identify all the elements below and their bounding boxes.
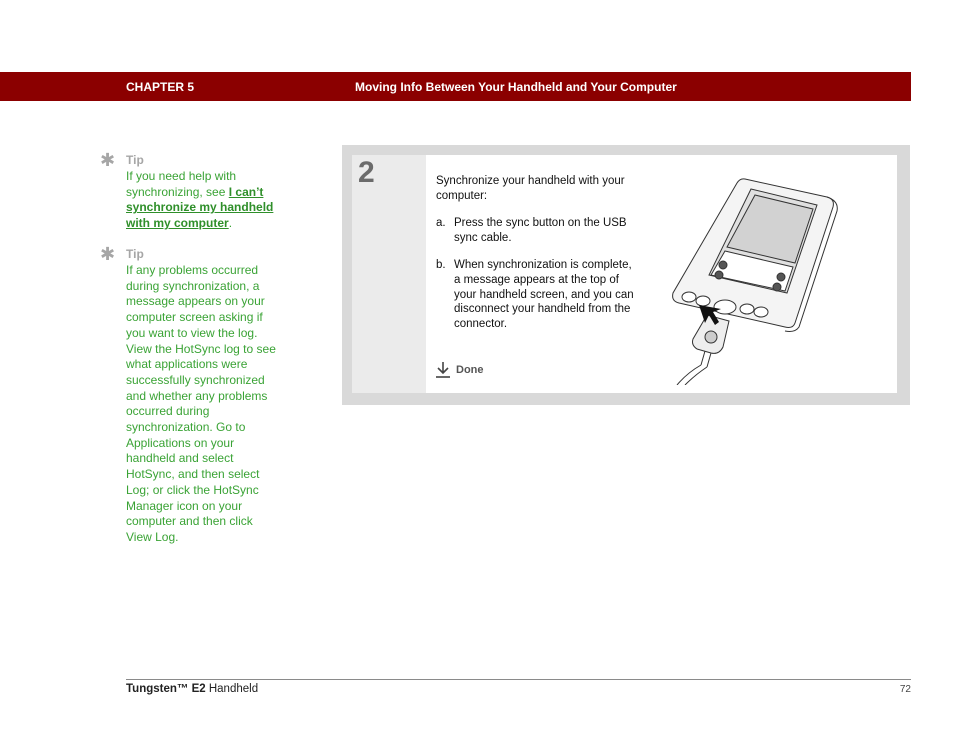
done-label: Done (456, 364, 484, 376)
tip-2 (126, 247, 276, 546)
page-number: 72 (899, 684, 911, 695)
tip-star-icon: ✱ (100, 150, 116, 170)
tip-star-icon: ✱ (100, 244, 116, 264)
step-box (342, 145, 910, 405)
step-item-text: When synchronization is complete, a message appears at the top of your handheld screen, and you can disconnect your handheld from the connector. (454, 259, 634, 330)
cant-sync-link[interactable]: I can’t synchronize my handheld with my computer (126, 184, 274, 231)
step-content (352, 155, 897, 393)
step-item-b (436, 258, 636, 331)
product-suffix: Handheld (205, 683, 259, 695)
tip-1 (126, 153, 276, 232)
handheld-sync-illustration (667, 175, 882, 385)
step-number-column (352, 155, 426, 393)
step-item-text: Press the sync button on the USB sync cable. (454, 217, 627, 244)
tip-label: Tip (126, 247, 144, 261)
tip-label: Tip (126, 153, 144, 167)
step-item-a (436, 216, 636, 245)
down-arrow-icon (436, 362, 450, 378)
footer-product (126, 683, 258, 695)
tip-body: If any problems occurred during synchronization, a message appears on your computer screen asking if you want to view the log. View the HotSync log to see what applications were successfully synchronized and whether any problems occurred during synchronization. Go to Applications on your handheld and select HotSync, and then select Log; or click the HotSync Manager icon on your computer and then click View Log. (126, 263, 276, 544)
tip-text-before: If you need help with synchronizing, see (126, 169, 237, 199)
step-instructions (436, 174, 636, 344)
step-item-label: b. (436, 259, 446, 272)
chapter-title: Moving Info Between Your Handheld and Your Computer (355, 80, 677, 94)
product-name: Tungsten™ E2 (126, 683, 206, 695)
done-marker (436, 362, 484, 378)
chapter-header-bar (0, 72, 911, 101)
step-number: 2 (358, 156, 375, 189)
chapter-label: CHAPTER 5 (126, 80, 195, 94)
tip-text-after: . (228, 216, 233, 231)
tip-body (126, 169, 276, 232)
footer-rule (126, 679, 911, 680)
step-intro: Synchronize your handheld with your computer: (436, 175, 625, 202)
step-item-label: a. (436, 217, 446, 230)
